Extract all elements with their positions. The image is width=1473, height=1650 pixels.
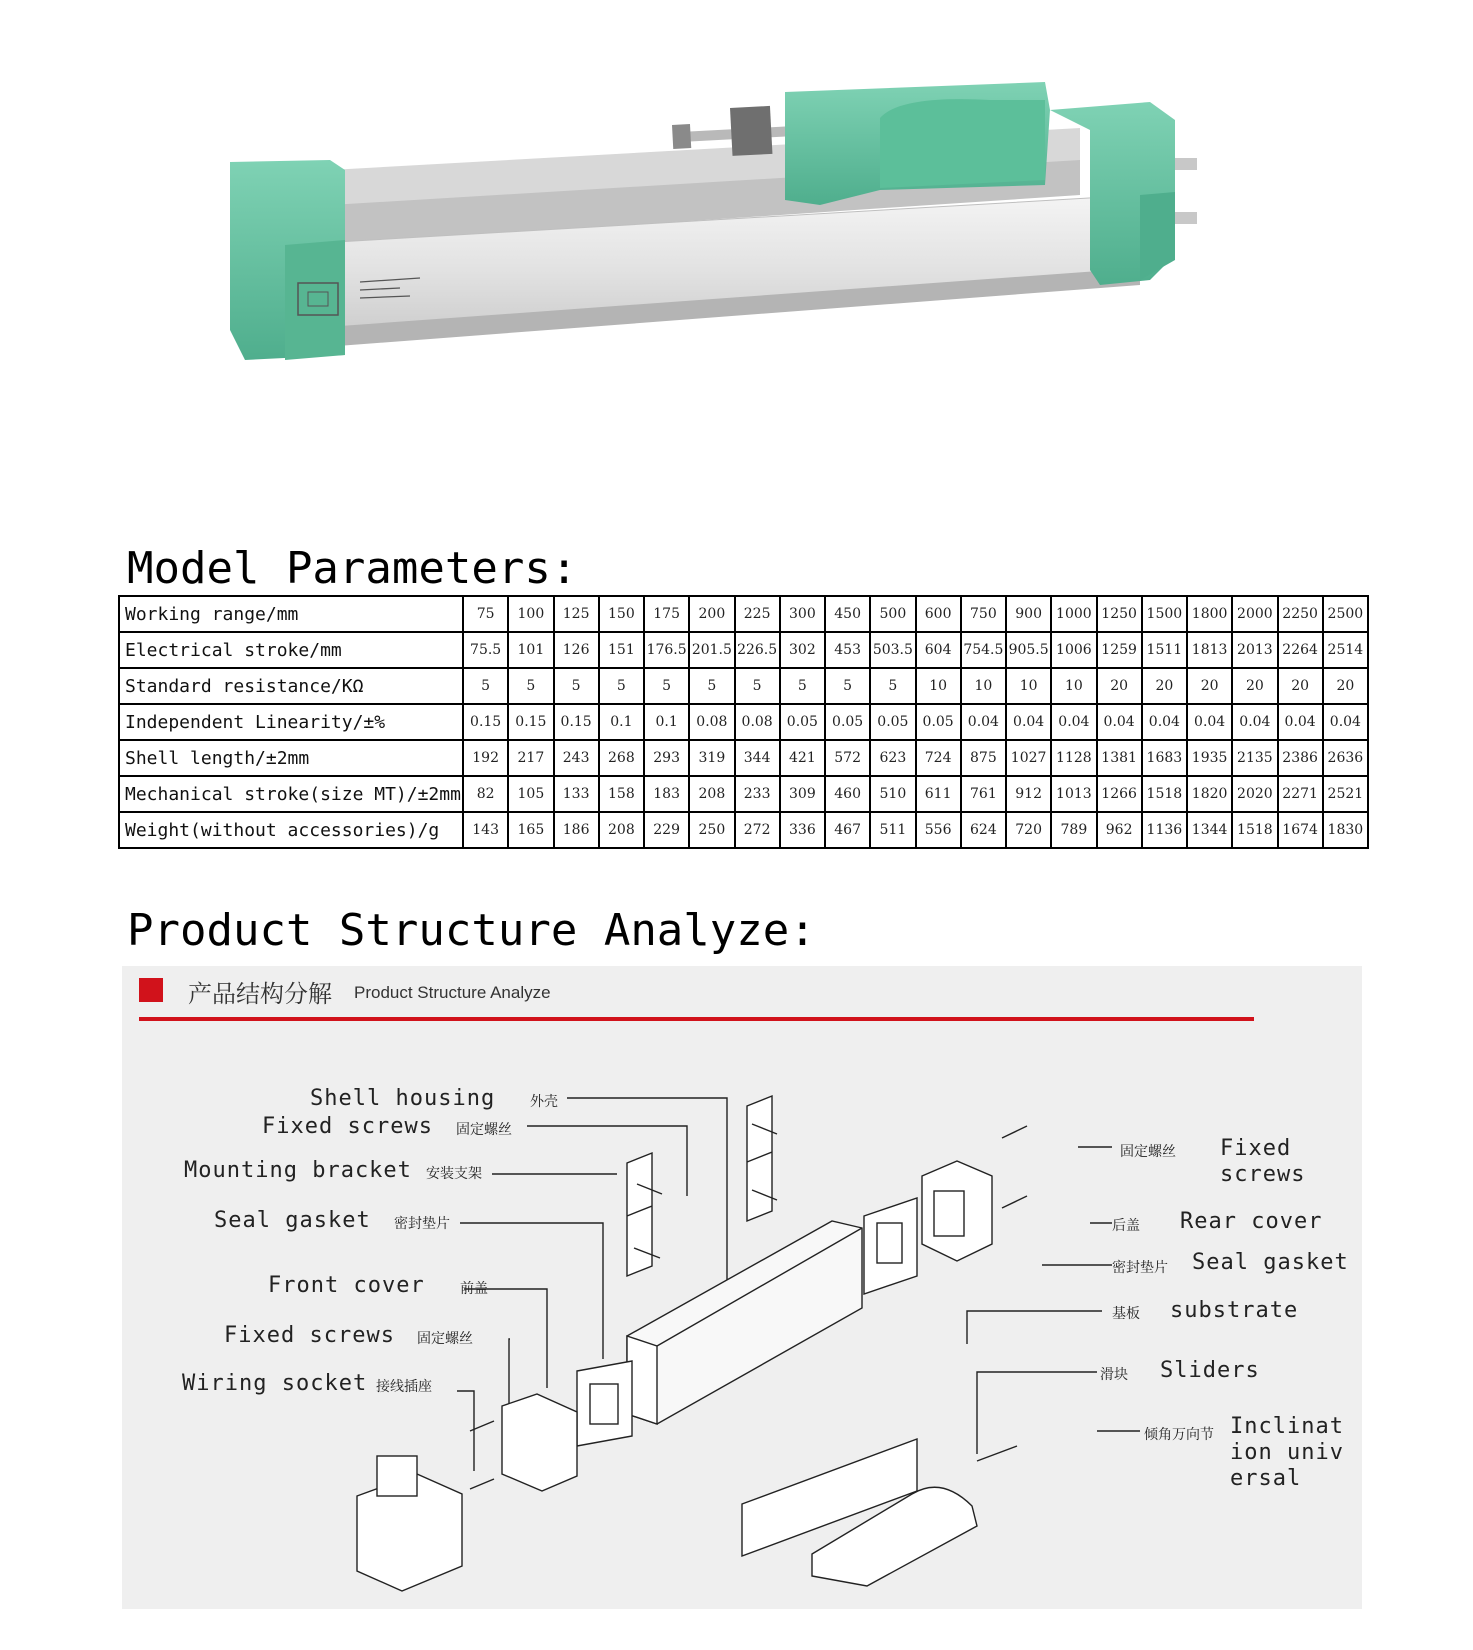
param-value: 0.04 <box>1323 704 1368 740</box>
label-rear-cover-cn: 后盖 <box>1112 1218 1140 1234</box>
param-value: 268 <box>599 740 644 776</box>
param-value: 192 <box>463 740 508 776</box>
param-value: 100 <box>508 596 553 632</box>
label-seal-gasket-rear: Seal gasket <box>1192 1250 1349 1275</box>
param-value: 5 <box>644 668 689 704</box>
param-value: 344 <box>735 740 780 776</box>
param-value: 754.5 <box>961 632 1006 668</box>
param-value: 2000 <box>1232 596 1277 632</box>
param-value: 421 <box>780 740 825 776</box>
param-value: 2020 <box>1232 776 1277 812</box>
label-front-cover-cn: 前盖 <box>460 1281 488 1297</box>
param-value: 0.04 <box>1278 704 1323 740</box>
label-fixed-screws-2-cn: 固定螺丝 <box>417 1331 473 1347</box>
param-value: 875 <box>961 740 1006 776</box>
param-value: 336 <box>780 812 825 848</box>
param-value: 1500 <box>1142 596 1187 632</box>
label-fixed-screws-3: Fixed screws <box>1220 1136 1306 1187</box>
label-rear-cover: Rear cover <box>1180 1209 1323 1234</box>
model-parameters-table <box>118 595 1369 849</box>
param-label: Standard resistance/KΩ <box>119 668 463 704</box>
label-mounting-bracket: Mounting bracket <box>184 1158 412 1183</box>
param-value: 151 <box>599 632 644 668</box>
param-value: 1136 <box>1142 812 1187 848</box>
param-value: 1027 <box>1006 740 1051 776</box>
param-value: 0.08 <box>735 704 780 740</box>
param-value: 1344 <box>1187 812 1232 848</box>
param-value: 176.5 <box>644 632 689 668</box>
param-value: 208 <box>689 776 734 812</box>
param-value: 272 <box>735 812 780 848</box>
param-value: 2500 <box>1323 596 1368 632</box>
param-value: 20 <box>1323 668 1368 704</box>
param-value: 243 <box>554 740 599 776</box>
label-seal-gasket-front-cn: 密封垫片 <box>394 1216 450 1232</box>
param-value: 319 <box>689 740 734 776</box>
param-value: 503.5 <box>870 632 915 668</box>
param-row <box>119 704 1368 740</box>
label-shell-housing: Shell housing <box>310 1086 496 1111</box>
param-value: 126 <box>554 632 599 668</box>
param-value: 5 <box>780 668 825 704</box>
param-value: 1935 <box>1187 740 1232 776</box>
param-value: 0.08 <box>689 704 734 740</box>
param-value: 750 <box>961 596 1006 632</box>
param-value: 10 <box>1051 668 1096 704</box>
param-value: 1518 <box>1142 776 1187 812</box>
model-parameters-title: Model Parameters: <box>127 543 578 594</box>
param-value: 1830 <box>1323 812 1368 848</box>
param-value: 600 <box>916 596 961 632</box>
param-value: 309 <box>780 776 825 812</box>
param-value: 2636 <box>1323 740 1368 776</box>
param-value: 1266 <box>1097 776 1142 812</box>
param-value: 761 <box>961 776 1006 812</box>
param-row <box>119 740 1368 776</box>
param-value: 1259 <box>1097 632 1142 668</box>
param-value: 5 <box>689 668 734 704</box>
param-value: 500 <box>870 596 915 632</box>
param-value: 75 <box>463 596 508 632</box>
param-value: 572 <box>825 740 870 776</box>
param-label: Mechanical stroke(size MT)/±2mm <box>119 776 463 812</box>
param-value: 2386 <box>1278 740 1323 776</box>
param-value: 2135 <box>1232 740 1277 776</box>
param-value: 10 <box>916 668 961 704</box>
param-value: 0.05 <box>870 704 915 740</box>
header-rule <box>139 1017 1254 1021</box>
param-value: 962 <box>1097 812 1142 848</box>
param-value: 10 <box>1006 668 1051 704</box>
param-value: 1674 <box>1278 812 1323 848</box>
param-value: 75.5 <box>463 632 508 668</box>
param-value: 5 <box>508 668 553 704</box>
param-value: 186 <box>554 812 599 848</box>
param-value: 250 <box>689 812 734 848</box>
label-seal-gasket-front: Seal gasket <box>214 1208 371 1233</box>
param-value: 1128 <box>1051 740 1096 776</box>
label-fixed-screws-2: Fixed screws <box>224 1323 395 1348</box>
param-row <box>119 632 1368 668</box>
param-value: 226.5 <box>735 632 780 668</box>
param-value: 5 <box>870 668 915 704</box>
param-value: 10 <box>961 668 1006 704</box>
param-value: 20 <box>1097 668 1142 704</box>
label-fixed-screws-1: Fixed screws <box>262 1114 433 1139</box>
param-value: 133 <box>554 776 599 812</box>
param-label: Working range/mm <box>119 596 463 632</box>
param-value: 912 <box>1006 776 1051 812</box>
param-label: Weight(without accessories)/g <box>119 812 463 848</box>
param-value: 900 <box>1006 596 1051 632</box>
param-value: 165 <box>508 812 553 848</box>
param-value: 82 <box>463 776 508 812</box>
param-value: 511 <box>870 812 915 848</box>
param-value: 208 <box>599 812 644 848</box>
param-label: Electrical stroke/mm <box>119 632 463 668</box>
param-value: 0.04 <box>1051 704 1096 740</box>
product-photo <box>0 0 1473 520</box>
param-value: 20 <box>1232 668 1277 704</box>
param-value: 467 <box>825 812 870 848</box>
label-substrate: substrate <box>1170 1298 1299 1323</box>
param-value: 0.1 <box>644 704 689 740</box>
param-value: 183 <box>644 776 689 812</box>
param-value: 905.5 <box>1006 632 1051 668</box>
param-value: 225 <box>735 596 780 632</box>
param-value: 20 <box>1142 668 1187 704</box>
param-value: 2521 <box>1323 776 1368 812</box>
param-value: 1013 <box>1051 776 1096 812</box>
param-value: 1381 <box>1097 740 1142 776</box>
param-value: 125 <box>554 596 599 632</box>
param-value: 0.04 <box>1006 704 1051 740</box>
label-front-cover: Front cover <box>268 1273 425 1298</box>
param-row <box>119 776 1368 812</box>
structure-diagram <box>122 966 1362 1609</box>
param-value: 623 <box>870 740 915 776</box>
param-value: 5 <box>825 668 870 704</box>
param-value: 0.05 <box>780 704 825 740</box>
label-mounting-bracket-cn: 安装支架 <box>426 1166 482 1182</box>
param-value: 1511 <box>1142 632 1187 668</box>
param-value: 143 <box>463 812 508 848</box>
param-value: 450 <box>825 596 870 632</box>
param-value: 5 <box>554 668 599 704</box>
label-sliders-cn: 滑块 <box>1100 1367 1128 1383</box>
label-seal-gasket-rear-cn: 密封垫片 <box>1112 1260 1168 1276</box>
param-value: 158 <box>599 776 644 812</box>
param-value: 1813 <box>1187 632 1232 668</box>
param-label: Independent Linearity/±% <box>119 704 463 740</box>
param-value: 1820 <box>1187 776 1232 812</box>
param-row <box>119 812 1368 848</box>
param-value: 1000 <box>1051 596 1096 632</box>
param-value: 0.04 <box>1142 704 1187 740</box>
param-value: 1006 <box>1051 632 1096 668</box>
param-value: 300 <box>780 596 825 632</box>
param-value: 556 <box>916 812 961 848</box>
param-value: 229 <box>644 812 689 848</box>
param-value: 0.15 <box>554 704 599 740</box>
param-value: 20 <box>1187 668 1232 704</box>
param-value: 2013 <box>1232 632 1277 668</box>
param-value: 453 <box>825 632 870 668</box>
param-value: 1683 <box>1142 740 1187 776</box>
param-value: 2514 <box>1323 632 1368 668</box>
param-value: 5 <box>735 668 780 704</box>
param-value: 0.05 <box>825 704 870 740</box>
param-value: 624 <box>961 812 1006 848</box>
header-title-en: Product Structure Analyze <box>354 983 551 1002</box>
param-value: 217 <box>508 740 553 776</box>
param-value: 150 <box>599 596 644 632</box>
header-marker <box>139 978 163 1002</box>
param-value: 611 <box>916 776 961 812</box>
label-wiring-socket: Wiring socket <box>182 1371 368 1396</box>
label-substrate-cn: 基板 <box>1112 1306 1140 1322</box>
param-value: 724 <box>916 740 961 776</box>
label-inclination-universal: Inclination universal <box>1230 1414 1344 1491</box>
param-value: 460 <box>825 776 870 812</box>
label-inclination-cn: 倾角万向节 <box>1144 1427 1214 1443</box>
param-value: 20 <box>1278 668 1323 704</box>
param-value: 0.04 <box>961 704 1006 740</box>
param-value: 105 <box>508 776 553 812</box>
param-value: 0.04 <box>1097 704 1142 740</box>
param-value: 302 <box>780 632 825 668</box>
header-title-cn: 产品结构分解 <box>188 980 332 1008</box>
param-value: 200 <box>689 596 734 632</box>
param-value: 1250 <box>1097 596 1142 632</box>
param-value: 5 <box>463 668 508 704</box>
param-value: 789 <box>1051 812 1096 848</box>
param-value: 101 <box>508 632 553 668</box>
param-value: 510 <box>870 776 915 812</box>
param-value: 201.5 <box>689 632 734 668</box>
param-value: 175 <box>644 596 689 632</box>
param-value: 604 <box>916 632 961 668</box>
param-value: 0.15 <box>508 704 553 740</box>
param-value: 0.04 <box>1187 704 1232 740</box>
param-value: 0.05 <box>916 704 961 740</box>
param-value: 720 <box>1006 812 1051 848</box>
param-value: 5 <box>599 668 644 704</box>
param-value: 0.15 <box>463 704 508 740</box>
label-fixed-screws-1-cn: 固定螺丝 <box>456 1122 512 1138</box>
param-value: 2271 <box>1278 776 1323 812</box>
label-sliders: Sliders <box>1160 1358 1260 1383</box>
product-structure-title: Product Structure Analyze: <box>127 905 816 956</box>
param-label: Shell length/±2mm <box>119 740 463 776</box>
label-fixed-screws-3-cn: 固定螺丝 <box>1120 1144 1176 1160</box>
param-row <box>119 668 1368 704</box>
param-row <box>119 596 1368 632</box>
param-value: 233 <box>735 776 780 812</box>
param-value: 1518 <box>1232 812 1277 848</box>
label-wiring-socket-cn: 接线插座 <box>376 1379 432 1395</box>
param-value: 0.1 <box>599 704 644 740</box>
param-value: 2250 <box>1278 596 1323 632</box>
param-value: 293 <box>644 740 689 776</box>
label-shell-housing-cn: 外壳 <box>530 1094 558 1110</box>
param-value: 0.04 <box>1232 704 1277 740</box>
param-value: 2264 <box>1278 632 1323 668</box>
param-value: 1800 <box>1187 596 1232 632</box>
